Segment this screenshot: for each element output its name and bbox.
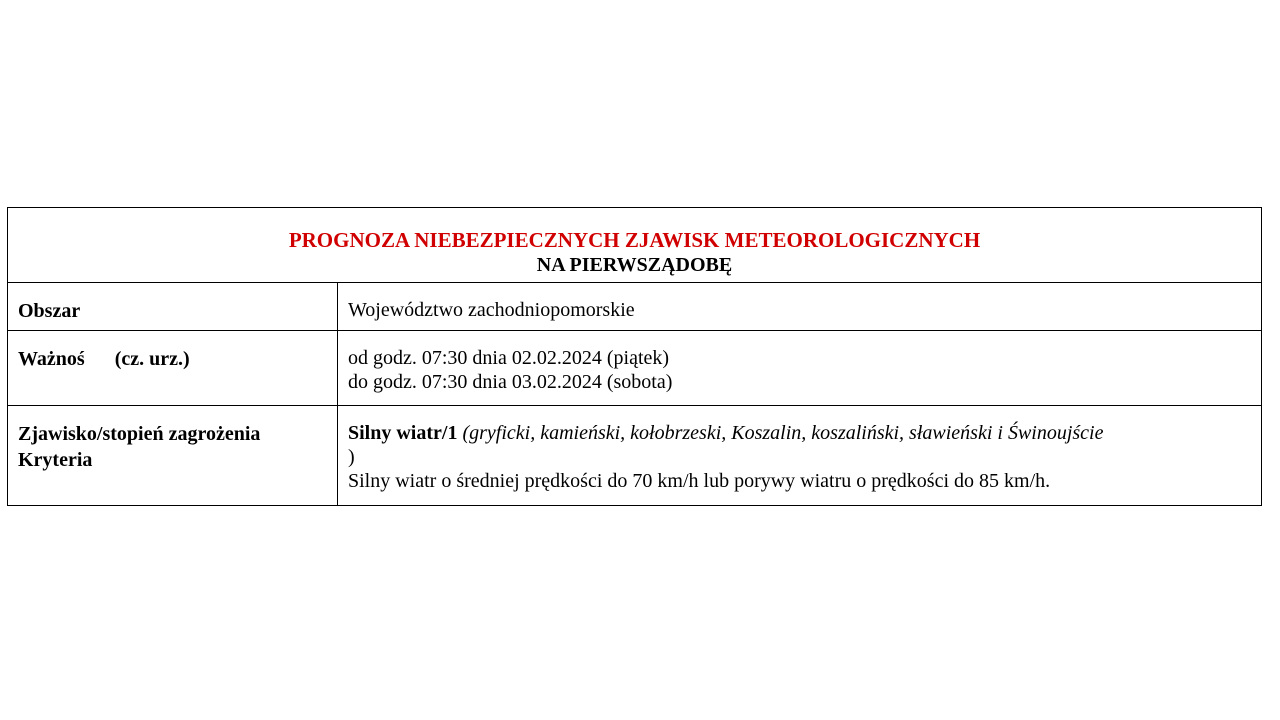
validity-row bbox=[8, 331, 1262, 406]
phenomenon-row bbox=[8, 406, 1262, 506]
area-value: Województwo zachodniopomorskie bbox=[338, 283, 1262, 331]
phenomenon-label: Zjawisko/stopień zagrożenia bbox=[18, 423, 261, 445]
phenomenon-value-cell bbox=[338, 406, 1262, 506]
phenomenon-counties: (gryficki, kamieński, kołobrzeski, Koszalin, koszaliński, sławieński i Świnoujście bbox=[462, 422, 1104, 444]
phenomenon-label-cell bbox=[8, 406, 338, 506]
validity-to: do godz. 07:30 dnia 03.02.2024 (sobota) bbox=[348, 371, 673, 393]
phenomenon-counties-close: ) bbox=[348, 446, 355, 468]
validity-label-cell bbox=[8, 331, 338, 406]
validity-unit: (cz. urz.) bbox=[114, 348, 190, 370]
warning-header bbox=[8, 208, 1262, 283]
warning-title: PROGNOZA NIEBEZPIECZNYCH ZJAWISK METEOROLOGICZNYCH bbox=[288, 228, 981, 252]
validity-value-cell bbox=[338, 331, 1262, 406]
phenomenon-criteria: Silny wiatr o średniej prędkości do 70 km/h lub porywy wiatru o prędkości do 85 km/h. bbox=[348, 470, 1051, 492]
criteria-label: Kryteria bbox=[18, 449, 93, 471]
area-label: Obszar bbox=[8, 283, 338, 331]
warning-subtitle: NA PIERWSZĄDOBĘ bbox=[536, 254, 733, 276]
warning-table bbox=[7, 207, 1262, 506]
validity-from: od godz. 07:30 dnia 02.02.2024 (piątek) bbox=[348, 347, 670, 369]
validity-label: Ważnoś bbox=[18, 348, 85, 370]
area-row bbox=[8, 283, 1262, 331]
phenomenon-title: Silny wiatr/1 bbox=[348, 422, 458, 444]
